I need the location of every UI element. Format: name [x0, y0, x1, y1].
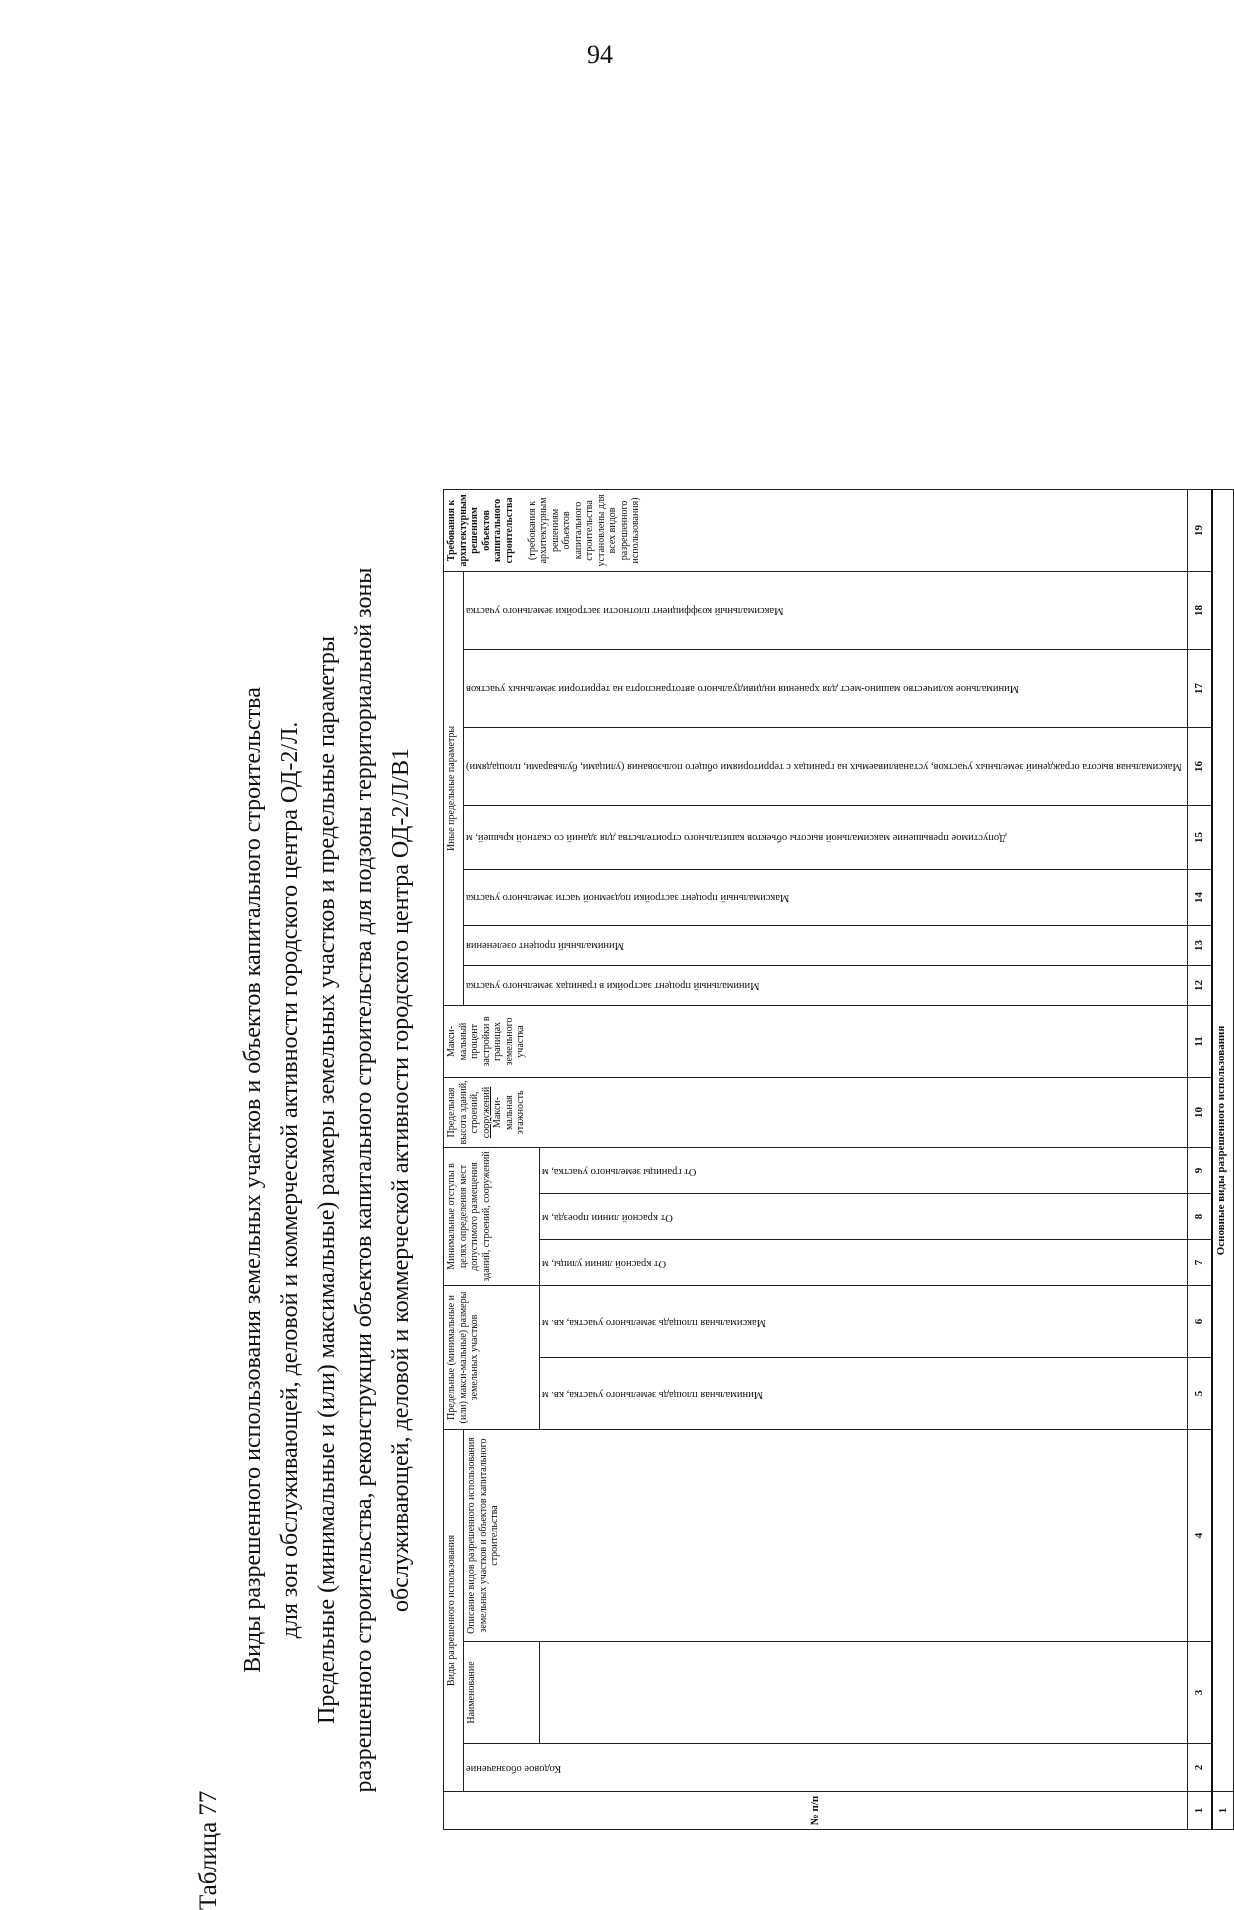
colnum-10: 10 — [1188, 1077, 1212, 1147]
colnum-6: 6 — [1188, 1286, 1212, 1358]
title-line-1: Виды разрешенного использования земельных участков и объектов капитального строительства — [240, 687, 266, 1673]
title-line-2: для зон обслуживающей, деловой и коммерческой активности городского центра ОД-2/Л. — [277, 721, 303, 1639]
header-height-b: сооружений — [480, 1086, 492, 1139]
colnum-16: 16 — [1188, 727, 1212, 805]
header-num: № п/п — [444, 1792, 1188, 1830]
header-floors: Макси-мальная этажность — [492, 1090, 526, 1135]
colnum-18: 18 — [1188, 571, 1212, 649]
title-line-5: обслуживающей, деловой и коммерческой активности городского центра ОД-2/Л/В1 — [388, 748, 414, 1612]
header-max-area: Максимальная площадь земельного участка, кв. м — [539, 1286, 1187, 1358]
parameters-table — [443, 489, 1234, 1830]
colnum-4: 4 — [1188, 1430, 1212, 1642]
colnum-2: 2 — [1188, 1744, 1212, 1792]
header-col-13: Минимальный процент озеленения — [464, 925, 1188, 965]
header-arch — [444, 489, 1188, 571]
section-row-num: 1 — [1212, 1792, 1234, 1830]
colnum-17: 17 — [1188, 649, 1212, 727]
header-arch-note: (требования к архитектурным решениям объектов капитального строительства установлены для всех видов разрешенного использования) — [526, 494, 641, 567]
header-height-a: Предельная высота зданий, строений, — [446, 1080, 480, 1145]
header-boundary: От границы земельного участка, м — [539, 1147, 1187, 1193]
header-col-16: Максимальная высота ограждений земельных участков, устанавливаемых на границах с территориями общего пользования (улицами, бульварами, площадями) — [464, 727, 1188, 805]
colnum-8: 8 — [1188, 1194, 1212, 1240]
header-uses: Виды разрешенного использования — [444, 1430, 464, 1792]
header-name: Наименование — [464, 1642, 540, 1744]
rotated-page-content — [195, 450, 1229, 1910]
colnum-9: 9 — [1188, 1147, 1212, 1193]
header-passage: От красной линии проезда, м — [539, 1194, 1187, 1240]
header-arch-title: Требования к архитектурным решениям объектов капитального строительства — [446, 494, 515, 567]
colnum-1: 1 — [1188, 1792, 1212, 1830]
header-name-spacer — [539, 1642, 1187, 1744]
header-setbacks: Минимальные отступы в целях определения мест допустимого размещения зданий, строений, сооружений — [444, 1147, 540, 1285]
table-number: Таблица 77 — [195, 1790, 222, 1910]
section-title: Основные виды разрешенного использования — [1212, 489, 1234, 1791]
header-col-12: Минимальный процент застройки в границах земельного участка — [464, 965, 1188, 1005]
colnum-7: 7 — [1188, 1240, 1212, 1286]
colnum-12: 12 — [1188, 965, 1212, 1005]
header-height — [444, 1077, 1188, 1147]
header-col-17: Минимальное количество машино-мест для хранения индивидуального автотранспорта на территории земельных участков — [464, 649, 1188, 727]
header-plot-sizes: Предельные (минимальные и (или) макси-мальные) размеры земельных участков — [444, 1286, 540, 1430]
title-line-4: разрешенного строительства, реконструкции объектов капитального строительства для подзоны территориальной зоны — [351, 567, 377, 1793]
colnum-14: 14 — [1188, 869, 1212, 925]
header-code: Кодовое обозначение — [464, 1744, 1188, 1792]
colnum-3: 3 — [1188, 1642, 1212, 1744]
colnum-11: 11 — [1188, 1005, 1212, 1077]
colnum-15: 15 — [1188, 805, 1212, 869]
page-number: 94 — [587, 40, 613, 69]
header-col-14: Максимальный процент застройки подземной части земельного участка — [464, 869, 1188, 925]
header-col-18: Максимальный коэффициент плотности застройки земельного участка — [464, 571, 1188, 649]
header-min-area: Минимальная площадь земельного участка, кв. м — [539, 1358, 1187, 1430]
header-max-build: Макси-мальный процент застройки в границах земельного участка — [444, 1005, 1188, 1077]
colnum-13: 13 — [1188, 925, 1212, 965]
header-col-15: Допустимое превышение максимальной высоты объектов капитального строительства для зданий со скатной крышей, м — [464, 805, 1188, 869]
title-line-3: Предельные (минимальные и (или) максимальные) размеры земельных участков и предельные параметры — [314, 636, 340, 1724]
header-desc: Описание видов разрешенного использования земельных участков и объектов капитального строительства — [464, 1430, 1188, 1642]
colnum-5: 5 — [1188, 1358, 1212, 1430]
header-other-params: Иные предельные параметры — [444, 571, 464, 1005]
colnum-19: 19 — [1188, 489, 1212, 571]
header-street: От красной линии улицы, м — [539, 1240, 1187, 1286]
